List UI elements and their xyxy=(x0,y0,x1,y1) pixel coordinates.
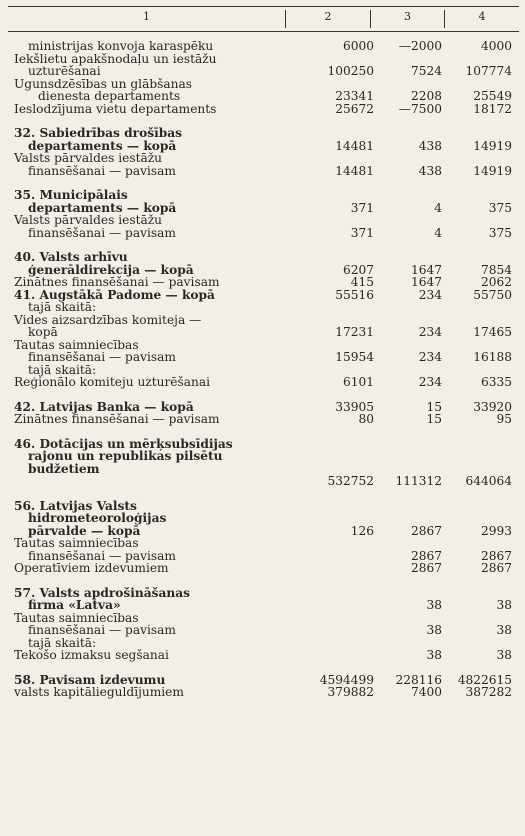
row-value-c2: 23341 xyxy=(335,89,374,103)
row-value-c4: 644064 xyxy=(465,474,512,488)
row-value-c4: 2993 xyxy=(480,523,512,538)
row-label: tajā skaitā: xyxy=(28,362,97,377)
row-label: finansēšanai — pavisam xyxy=(28,548,176,563)
row-value-c2: 15954 xyxy=(335,350,374,364)
row-value-c2: 25672 xyxy=(335,101,374,116)
row-value-c4: 6335 xyxy=(480,375,512,389)
row-value-c3: 15 xyxy=(426,399,442,414)
row-label: 56. Latvijas Valsts xyxy=(14,498,137,513)
table-row xyxy=(14,165,514,178)
row-value-c4: 14919 xyxy=(473,138,512,153)
header-col-1: 1 xyxy=(143,10,150,23)
row-value-c2: 532752 xyxy=(327,474,374,488)
row-value-c2: 80 xyxy=(358,412,374,426)
row-value-c2: 100250 xyxy=(327,64,374,78)
row-value-c3: 1647 xyxy=(410,275,442,289)
table-row xyxy=(14,649,514,662)
row-value-c2: 55516 xyxy=(335,287,374,302)
row-gap xyxy=(14,488,514,500)
row-value-c4: 25549 xyxy=(473,89,512,103)
table-row xyxy=(14,90,514,103)
row-value-c3: 2208 xyxy=(410,89,442,103)
row-value-c3: 7400 xyxy=(410,685,442,699)
table-row xyxy=(14,413,514,426)
row-label: 57. Valsts apdrošināšanas xyxy=(14,585,191,600)
table-row xyxy=(14,152,514,165)
row-label: 41. Augstākā Padome — kopā xyxy=(14,287,215,302)
row-label: Ugunsdzēsības un glābšanas xyxy=(14,76,193,91)
row-label: 42. Latvijas Banka — kopā xyxy=(14,399,194,414)
row-label: finansēšanai — pavisam xyxy=(28,225,176,240)
row-value-c3: 438 xyxy=(418,138,442,153)
row-label: Valsts pārvaldes iestāžu xyxy=(14,151,163,165)
table-row xyxy=(14,189,514,202)
row-value-c3: 15 xyxy=(426,412,442,426)
row-label: dienesta departaments xyxy=(38,89,181,103)
row-value-c4: 375 xyxy=(488,225,512,240)
table-header xyxy=(8,6,519,32)
row-value-c2: 33905 xyxy=(335,399,374,414)
row-value-c3: 4 xyxy=(434,225,442,240)
row-value-c2: 6000 xyxy=(342,39,374,53)
row-label: Tautas saimniecības xyxy=(14,536,139,550)
row-value-c4: 2867 xyxy=(480,561,512,575)
row-label: finansēšanai — pavisam xyxy=(28,350,176,364)
row-label: budžetiem xyxy=(28,461,100,476)
row-value-c3: 4 xyxy=(434,200,442,215)
row-value-c4: 4000 xyxy=(480,39,512,53)
table-row xyxy=(14,512,514,525)
row-value-c2: 6101 xyxy=(342,375,374,389)
row-gap xyxy=(14,575,514,587)
table-row xyxy=(14,624,514,637)
row-value-c3: —7500 xyxy=(398,101,442,116)
header-col-4: 4 xyxy=(478,10,486,23)
row-label: pārvalde — kopā xyxy=(28,523,141,538)
row-value-c3: 2867 xyxy=(410,548,442,563)
row-label: firma «Latva» xyxy=(28,598,121,612)
table-row xyxy=(14,103,514,116)
header-col-3: 3 xyxy=(404,10,411,23)
row-value-c4: 14919 xyxy=(473,163,512,178)
row-value-c2: 371 xyxy=(350,225,374,240)
table-row xyxy=(14,127,514,140)
row-label: Ieslodzījuma vietu departaments xyxy=(14,101,217,116)
row-value-c4: 17465 xyxy=(473,325,512,339)
table-row xyxy=(14,562,514,575)
row-value-c3: 38 xyxy=(426,598,442,612)
row-value-c2: 6207 xyxy=(342,262,374,277)
row-value-c3: 38 xyxy=(426,648,442,662)
row-value-c3: —2000 xyxy=(398,39,442,53)
row-value-c4: 107774 xyxy=(465,64,512,78)
row-label: departaments — kopā xyxy=(28,200,177,215)
row-label: Iekšlietu apakšnodaļu un iestāžu xyxy=(14,51,217,66)
row-label: finansēšanai — pavisam xyxy=(28,623,176,637)
row-value-c4: 95 xyxy=(496,412,512,426)
row-value-c4: 38 xyxy=(496,623,512,637)
row-gap xyxy=(14,389,514,401)
row-label: 40. Valsts arhīvu xyxy=(14,250,128,264)
row-label: 58. Pavisam izdevumu xyxy=(14,672,166,687)
row-label: Vides aizsardzības komiteja — xyxy=(14,312,202,327)
row-label: Tautas saimniecības xyxy=(14,337,139,352)
row-gap xyxy=(14,426,514,438)
row-label: tajā skaitā: xyxy=(28,300,97,314)
row-value-c3: 234 xyxy=(418,375,442,389)
row-label: tajā skaitā: xyxy=(28,635,97,650)
row-label: Zinātnes finansēšanai — pavisam xyxy=(14,412,220,426)
row-label: Tekošo izmaksu segšanai xyxy=(14,648,169,662)
row-value-c4: 16188 xyxy=(473,350,512,364)
row-label: ģenerāldirekcija — kopā xyxy=(28,262,194,277)
row-value-c3: 2867 xyxy=(410,561,442,575)
row-label: rajonu un republikas pilsētu xyxy=(28,449,223,463)
table-row xyxy=(14,326,514,339)
table-row xyxy=(14,301,514,314)
row-label: ministrijas konvoja karaspēku xyxy=(28,39,214,53)
row-value-c2: 379882 xyxy=(327,685,374,699)
row-value-c2: 4594499 xyxy=(319,672,374,687)
row-label: uzturēšanai xyxy=(28,64,101,78)
row-value-c4: 4822615 xyxy=(457,672,512,687)
table-row xyxy=(14,351,514,364)
row-label: departaments — kopā xyxy=(28,138,177,153)
table-row xyxy=(14,227,514,240)
row-value-c4: 7854 xyxy=(480,262,512,277)
table-row xyxy=(14,599,514,612)
row-label: kopā xyxy=(28,325,58,339)
row-value-c3: 2867 xyxy=(410,523,442,538)
table-row xyxy=(14,65,514,78)
row-value-c3: 234 xyxy=(418,350,442,364)
row-value-c2: 415 xyxy=(350,275,374,289)
row-value-c3: 111312 xyxy=(395,474,442,488)
row-label: 46. Dotācijas un mērķsubsīdijas xyxy=(14,436,233,451)
table-row xyxy=(14,276,514,289)
table-row xyxy=(14,214,514,227)
row-label: finansēšanai — pavisam xyxy=(28,163,176,178)
row-value-c4: 38 xyxy=(496,598,512,612)
row-value-c4: 33920 xyxy=(473,399,512,414)
row-label: Tautas saimniecības xyxy=(14,610,139,625)
row-value-c2: 17231 xyxy=(335,325,374,339)
table-row xyxy=(14,450,514,463)
row-label: Reģionālo komiteju uzturēšanai xyxy=(14,375,211,389)
row-value-c3: 7524 xyxy=(410,64,442,78)
table-body xyxy=(14,40,514,699)
row-label: valsts kapitālieguldījumiem xyxy=(14,685,184,699)
row-value-c4: 55750 xyxy=(473,287,512,302)
row-value-c3: 228116 xyxy=(395,672,442,687)
row-value-c2: 14481 xyxy=(335,163,374,178)
row-value-c3: 234 xyxy=(418,287,442,302)
table-row xyxy=(14,537,514,550)
row-label: Valsts pārvaldes iestāžu xyxy=(14,213,163,227)
row-value-c3: 438 xyxy=(418,163,442,178)
row-value-c2: 371 xyxy=(350,200,374,215)
table-row xyxy=(14,475,514,488)
row-value-c2: 126 xyxy=(350,523,374,538)
row-gap xyxy=(14,662,514,674)
row-value-c2: 14481 xyxy=(335,138,374,153)
row-label: Zinātnes finansēšanai — pavisam xyxy=(14,275,220,289)
table-row xyxy=(14,376,514,389)
row-value-c4: 38 xyxy=(496,648,512,662)
header-col-2: 2 xyxy=(324,10,332,23)
row-label: hidrometeoroloģijas xyxy=(28,511,167,525)
row-value-c4: 18172 xyxy=(473,101,512,116)
row-label: 32. Sabiedrības drošības xyxy=(14,126,182,140)
row-value-c3: 1647 xyxy=(410,262,442,277)
table-row xyxy=(14,686,514,699)
row-value-c3: 38 xyxy=(426,623,442,637)
row-value-c3: 234 xyxy=(418,325,442,339)
row-value-c4: 375 xyxy=(488,200,512,215)
row-value-c4: 2867 xyxy=(480,548,512,563)
row-value-c4: 2062 xyxy=(480,275,512,289)
table-row xyxy=(14,40,514,53)
row-value-c4: 387282 xyxy=(465,685,512,699)
row-label: 35. Municipālais xyxy=(14,188,128,202)
table-row xyxy=(14,251,514,264)
row-label: Operatīviem izdevumiem xyxy=(14,561,169,575)
